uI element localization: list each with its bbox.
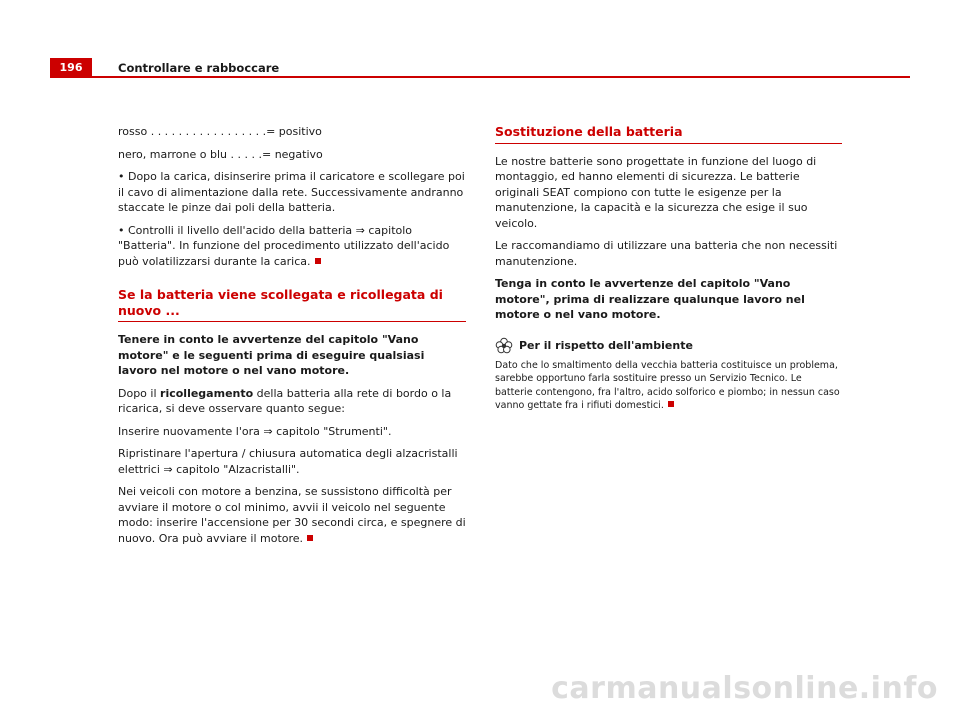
environment-title: Per il rispetto dell'ambiente xyxy=(519,338,693,352)
end-mark-icon xyxy=(307,535,313,541)
flower-icon xyxy=(495,337,513,355)
para-batteries: Le nostre batterie sono progettate in funzione del luogo di montaggio, ed hanno elementi di sicurezza. Le batterie originali SEAT compiono con tutte le esigenze per la manutenzione, la capacità e la sicurezza che esige il suo veicolo. xyxy=(495,154,817,230)
bullet-acid: • Controlli il livello dell'acido della batteria ⇒ capitolo "Batteria". In funzione del procedimento utilizzato dell'acido può volatilizzarsi durante la carica. xyxy=(118,223,450,268)
para-reconnect: Dopo il ricollegamento della batteria alla rete di bordo o la ricarica, si deve osservare quanto segue: xyxy=(118,386,452,415)
section-heading-replace: Sostituzione della batteria xyxy=(495,124,842,144)
end-mark-icon xyxy=(668,401,674,407)
line-nero: nero, marrone o blu . . . . .= negativo xyxy=(118,147,323,161)
environment-note-header xyxy=(495,337,842,355)
para-engine: Nei veicoli con motore a benzina, se sussistono difficoltà per avviare il motore o col minimo, avvii il veicolo nel seguente modo: inserire l'accensione per 30 secondi circa, e spegnere di nuovo. Ora può avviare il motore. xyxy=(118,485,466,545)
end-mark-icon xyxy=(315,258,321,264)
header-title: Controllare e rabboccare xyxy=(118,61,280,75)
right-column xyxy=(495,124,842,413)
para-recommend: Le raccomandiamo di utilizzare una batteria che non necessiti manutenzione. xyxy=(495,239,838,268)
warning-left: Tenere in conto le avvertenze del capitolo "Vano motore" e le seguenti prima di eseguire qualsiasi lavoro nel motore o nel vano motore. xyxy=(118,333,425,377)
environment-text: Dato che lo smaltimento della vecchia batteria costituisce un problema, sarebbe opportuno farla sostituire presso un Servizio Tecnico. Le batterie contengono, fra l'altro, acido solforico e piombo; in nessun caso vanno gettate fra i rifiuti domestici. xyxy=(495,359,840,411)
section-heading-reconnect: Se la batteria viene scollegata e ricollegata di nuovo ... xyxy=(118,287,466,322)
para-clock: Inserire nuovamente l'ora ⇒ capitolo "Strumenti". xyxy=(118,424,392,438)
watermark: carmanualsonline.info xyxy=(551,671,938,706)
left-column xyxy=(118,124,466,553)
warning-right: Tenga in conto le avvertenze del capitolo "Vano motore", prima di realizzare qualunque lavoro nel motore o nel vano motore. xyxy=(495,277,805,321)
para-windows: Ripristinare l'apertura / chiusura automatica degli alzacristalli elettrici ⇒ capitolo "Alzacristalli". xyxy=(118,447,458,476)
header-rule xyxy=(50,76,910,78)
page-number: 196 xyxy=(50,58,92,78)
bullet-unplug: • Dopo la carica, disinserire prima il caricatore e scollegare poi il cavo di alimentazione dalla rete. Successivamente andranno staccate le pinze dai poli della batteria. xyxy=(118,170,465,214)
line-rosso: rosso . . . . . . . . . . . . . . . . .= positivo xyxy=(118,125,322,138)
